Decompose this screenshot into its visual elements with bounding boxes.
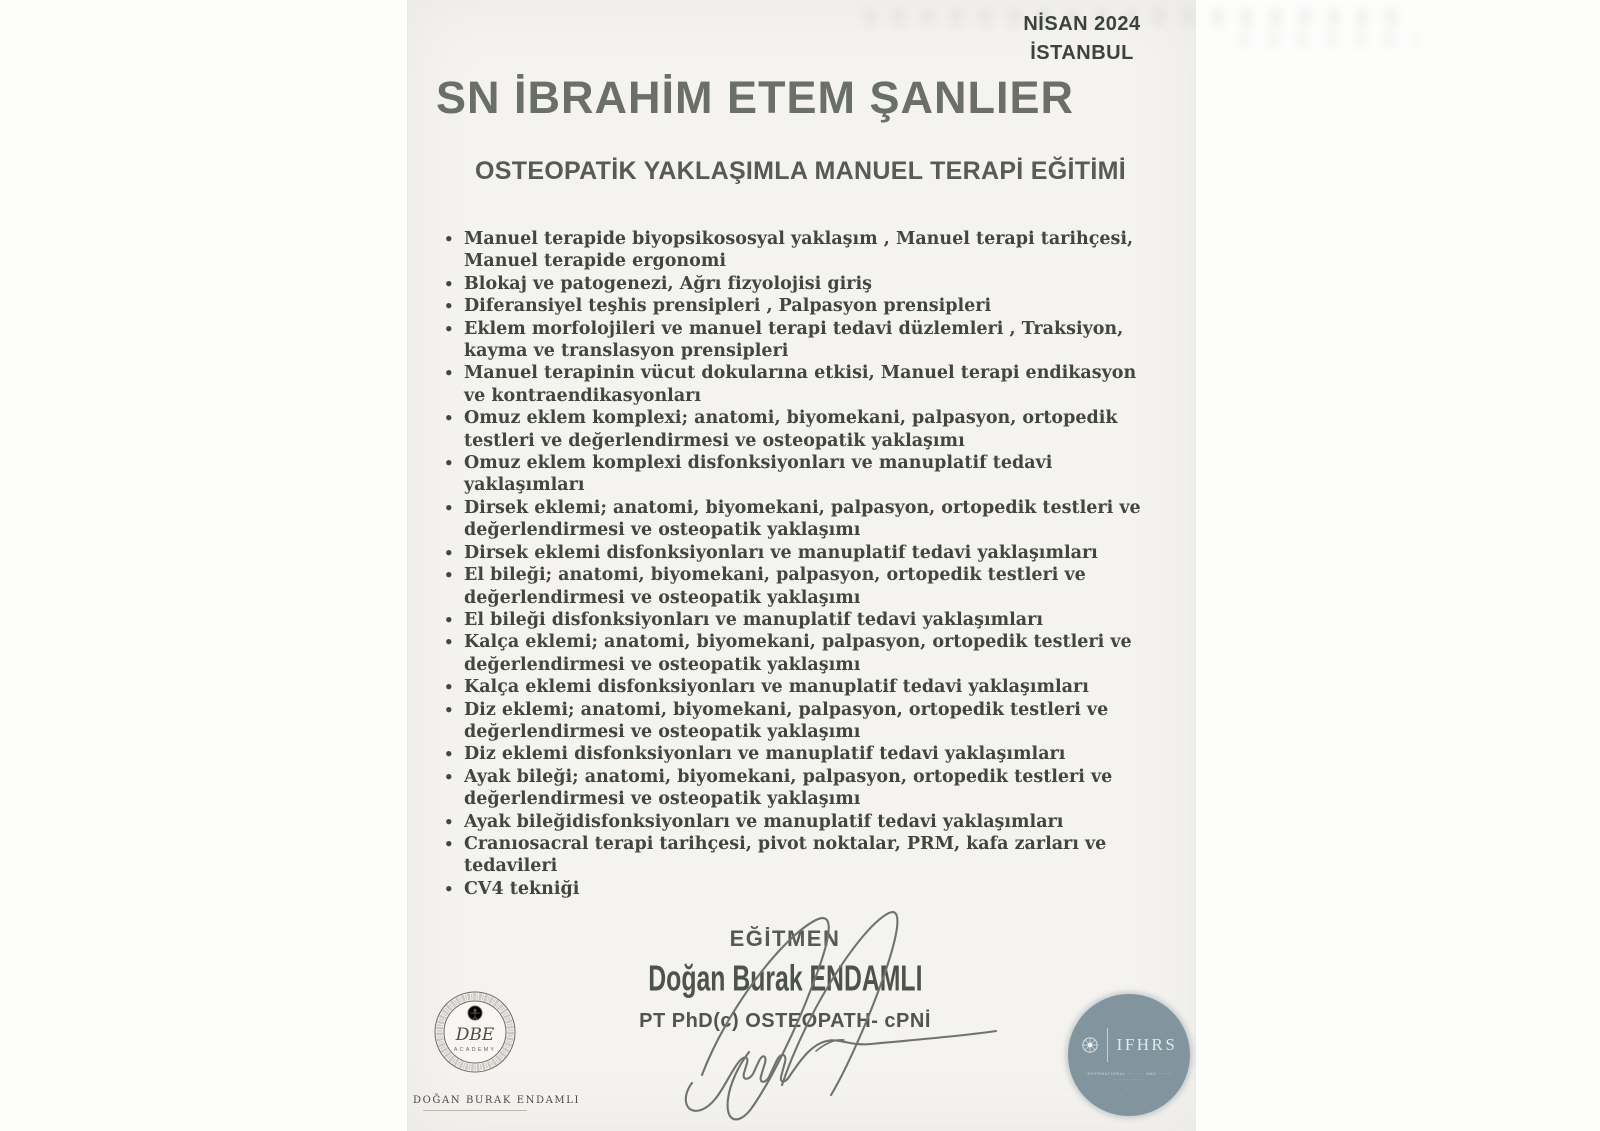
- rosette-icon: [1081, 1036, 1099, 1054]
- topic-item: • Cranıosacral terapi tarihçesi, pivot noktalar, PRM, kafa zarları ve tedavileri: [440, 833, 1152, 878]
- dbe-academy-label: ACADEMY: [453, 1047, 497, 1053]
- vitruvian-man-icon: [468, 1006, 482, 1020]
- topic-item: • Diz eklemi disfonksiyonları ve manuplatif tedavi yaklaşımları: [440, 743, 1152, 765]
- topic-item: • El bileği disfonksiyonları ve manuplatif tedavi yaklaşımları: [440, 609, 1152, 631]
- topic-item: • CV4 tekniği: [440, 878, 1152, 900]
- seal-subtext-line3: ····: [1125, 1087, 1133, 1092]
- dbe-abbr: DBE: [455, 1025, 495, 1045]
- instructor-block: [600, 926, 970, 1033]
- ifhrs-abbr: IFHRS: [1116, 1035, 1178, 1054]
- topic-item: • Kalça eklemi disfonksiyonları ve manuplatif tedavi yaklaşımları: [440, 676, 1152, 698]
- topic-item: • Omuz eklem komplexi disfonksiyonları ve manuplatif tedavi yaklaşımları: [440, 452, 1152, 497]
- date-line: NİSAN 2024: [1023, 13, 1141, 35]
- seal-divider: [1107, 1028, 1108, 1062]
- topic-item: • Ayak bileği; anatomi, biyomekani, palpasyon, ortopedik testleri ve değerlendirmesi ve osteopatik yaklaşımı: [440, 766, 1152, 811]
- seal-subtext-line2: ········ ·······: [1113, 1077, 1145, 1082]
- topic-item: • El bileği; anatomi, biyomekani, palpasyon, ortopedik testleri ve değerlendirmesi ve osteopatik yaklaşımı: [440, 564, 1152, 609]
- seal-subtext-line1: INTERNATIONAL ········· AND ·······: [1086, 1071, 1172, 1076]
- dbe-owner-name: DOĞAN BURAK ENDAMLI: [413, 1095, 581, 1106]
- topic-item: • Manuel terapide biyopsikososyal yaklaşım , Manuel terapi tarihçesi, Manuel terapide ergonomi: [440, 228, 1152, 273]
- date-location-block: [1012, 10, 1152, 68]
- topic-item: • Diferansiyel teşhis prensipleri , Palpasyon prensipleri: [440, 295, 1152, 317]
- topic-item: • Omuz eklem komplexi; anatomi, biyomekani, palpasyon, ortopedik testleri ve değerlendirmesi ve osteopatik yaklaşımı: [440, 407, 1152, 452]
- topic-item: • Kalça eklemi; anatomi, biyomekani, palpasyon, ortopedik testleri ve değerlendirmesi ve osteopatik yaklaşımı: [440, 631, 1152, 676]
- topic-item: • Manuel terapinin vücut dokularına etkisi, Manuel terapi endikasyon ve kontraendikasyonları: [440, 362, 1152, 407]
- topic-item: • Eklem morfolojileri ve manuel terapi tedavi düzlemleri , Traksiyon, kayma ve translasyon prensipleri: [440, 318, 1152, 363]
- recipient-title: SN İBRAHİM ETEM ŞANLIER: [436, 72, 1075, 123]
- seal-subtext: [1079, 1071, 1179, 1093]
- instructor-credentials: PT PhD(c) OSTEOPATH- cPNİ: [639, 1010, 931, 1032]
- topics-list: [440, 228, 1152, 900]
- topic-item: • Dirsek eklemi disfonksiyonları ve manuplatif tedavi yaklaşımları: [440, 542, 1152, 564]
- city-line: İSTANBUL: [1030, 42, 1134, 64]
- course-title: OSTEOPATİK YAKLAŞIMLA MANUEL TERAPİ EĞİTİMİ: [475, 157, 1126, 185]
- bleed-through-ghost: [1238, 30, 1418, 48]
- dbe-underline: [423, 1110, 527, 1111]
- seal-emblem-row: [1081, 1028, 1178, 1062]
- dbe-logo-ring: [413, 980, 537, 1084]
- topic-item: • Blokaj ve patogenezi, Ağrı fizyolojisi giriş: [440, 273, 1152, 295]
- instructor-role-label: EĞİTMEN: [729, 926, 841, 951]
- topic-item: • Diz eklemi; anatomi, biyomekani, palpasyon, ortopedik testleri ve değerlendirmesi ve osteopatik yaklaşımı: [440, 699, 1152, 744]
- instructor-name: Doğan Burak ENDAMLI: [647, 958, 923, 999]
- topic-item: • Ayak bileğidisfonksiyonları ve manuplatif tedavi yaklaşımları: [440, 811, 1152, 833]
- ifhrs-seal: [1068, 994, 1190, 1116]
- dbe-academy-logo: [413, 980, 581, 1111]
- topic-item: • Dirsek eklemi; anatomi, biyomekani, palpasyon, ortopedik testleri ve değerlendirmesi ve osteopatik yaklaşımı: [440, 497, 1152, 542]
